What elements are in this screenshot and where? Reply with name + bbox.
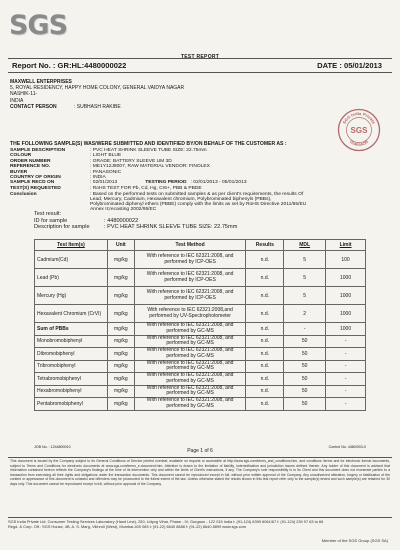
field-value: : PVC HEAT SHRINK SLEEVE TUBE SIZE: 22.75mm — [90, 148, 207, 153]
cell-limit: - — [326, 348, 366, 361]
field-label: REFERENCE NO. — [10, 164, 51, 170]
cell-mdl: 5 — [284, 287, 326, 305]
tests-requested-row — [10, 186, 390, 191]
cell-mdl: 5 — [284, 251, 326, 269]
sgs-company-seal — [337, 108, 381, 152]
sample-id-label: ID for sample — [34, 217, 68, 224]
cell-item: Tetrabromobiphenyl — [35, 373, 108, 386]
cell-limit: 1000 — [326, 287, 366, 305]
cell-limit: - — [326, 335, 366, 348]
field-label: ORDER NUMBER — [10, 158, 51, 164]
cell-result: n.d. — [246, 373, 284, 386]
client-address-line1: 5, ROYAL RESIDENCY, HAPPY HOME COLONY, GENERAL VAIDYA NAGAR — [10, 85, 185, 92]
field-value: : PANASONIC — [90, 169, 122, 175]
tests-requested-label: TEST(S) REQUESTED — [10, 185, 61, 191]
field-value: : ME1Y12J8007, RAW MATERIAL VENDOR: FINOLEX — [90, 164, 210, 170]
field-label: COUNTRY OF ORIGIN — [10, 175, 61, 181]
col-header-limit: Limit — [326, 240, 366, 251]
cell-method: With reference to IEC 62321:2008, and performed by GC-MS — [134, 323, 246, 336]
conclusion-line: Lead, Mercury, Cadmium, Hexavalent chromium, Polybrominated biphenyls (PBBs), — [90, 196, 272, 202]
cell-result: n.d. — [246, 335, 284, 348]
seal-bottom-text: GURGAON — [348, 138, 370, 147]
col-header-test-item: Test Item(s) — [35, 240, 108, 251]
table-row — [35, 269, 366, 287]
table-row — [35, 323, 366, 336]
cell-mdl: 50 — [284, 348, 326, 361]
svg-text:GURGAON — [349, 139, 369, 147]
cell-item: Sum of PBBs — [35, 323, 108, 336]
sample-description-row — [34, 224, 364, 231]
test-result-block — [34, 211, 364, 231]
sample-description-label: Description for sample — [34, 224, 90, 231]
cell-unit: mg/kg — [107, 287, 134, 305]
cell-unit: mg/kg — [107, 269, 134, 287]
document-label: TEST REPORT — [180, 54, 220, 60]
col-header-unit: Unit — [107, 240, 134, 251]
testing-period-value: : 02/01/2013 - 05/01/2013 — [190, 180, 247, 186]
seal-top-text: SGS India Private — [341, 110, 377, 125]
cell-method: With reference to IEC 62321:2008, and performed by GC-MS — [134, 360, 246, 373]
results-table — [34, 239, 366, 411]
cell-limit: - — [326, 373, 366, 386]
cell-method: With reference to IEC 62321:2008, and performed by GC-MS — [134, 348, 246, 361]
table-row — [35, 348, 366, 361]
cell-method: With reference to IEC 62321:2008, and performed by ICP-OES — [134, 251, 246, 269]
cell-unit: mg/kg — [107, 251, 134, 269]
contact-person-row — [10, 104, 184, 110]
cell-method: With reference to IEC 62321:2008, and performed by ICP-OES — [134, 287, 246, 305]
registered-office-line: Regd. & Corp. Off.: SGS House, 4B, A. S. Marg, Vikhroli (West), Mumbai-400 083 t: (91-22) 6640 8888 f: (91-22) 6640 8899 www.sgs.com — [8, 524, 247, 530]
header-rule-bottom — [8, 72, 392, 73]
cell-item: Mercury (Hg) — [35, 287, 108, 305]
cell-item: Dibromobiphenyl — [35, 348, 108, 361]
field-label: SAMPLE DESCRIPTION — [10, 148, 66, 153]
conclusion-line: Polybrominated diphenyl ethers (PBBE) comply with the limits as set by RoHS Directive 2011/65/EU — [90, 202, 307, 208]
job-number: JOB No. : 1244800010 — [34, 445, 71, 449]
conclusion-label: Conclusion — [10, 191, 37, 197]
test-result-heading: Test result: — [34, 211, 62, 217]
table-row — [35, 335, 366, 348]
cell-limit: - — [326, 385, 366, 398]
cell-item: Hexabromobiphenyl — [35, 385, 108, 398]
field-value: : INDIA — [90, 175, 106, 181]
conclusion-text — [90, 192, 390, 213]
cell-unit: mg/kg — [107, 385, 134, 398]
cell-limit: 1000 — [326, 269, 366, 287]
report-number: Report No. : GR:HL:4480000022 — [12, 60, 127, 70]
client-address-block — [10, 79, 184, 110]
table-row — [35, 398, 366, 411]
cell-unit: mg/kg — [107, 305, 134, 323]
results-header-row — [35, 240, 366, 251]
cell-method: With reference to IEC 62321:2008, and performed by GC-MS — [134, 335, 246, 348]
contact-person-value: : SUBHASH RAKIBE — [74, 103, 121, 110]
cell-item: Monobromobiphenyl — [35, 335, 108, 348]
field-label: BUYER — [10, 169, 28, 175]
cell-result: n.d. — [246, 348, 284, 361]
col-header-results: Results — [246, 240, 284, 251]
field-value: : LIGHT BLUE — [90, 153, 122, 159]
contact-person-label: CONTACT PERSON — [10, 103, 57, 110]
cell-limit: 1000 — [326, 323, 366, 336]
cell-unit: mg/kg — [107, 373, 134, 386]
cell-method: With reference to IEC 62321:2008, and performed by GC-MS — [134, 398, 246, 411]
field-value: : GRADE: BATTERY SLEEVE UM 3D — [90, 158, 172, 164]
cell-item: Hexavalent Chromium (CrVI) — [35, 305, 108, 323]
cell-mdl: 50 — [284, 398, 326, 411]
cell-limit: - — [326, 360, 366, 373]
terms-fine-print: This document is issued by the Company subject to its General Conditions of Service printed overleaf, available on request or accessible at http://www.sgs.com/terms_and_conditions.htm, and conditions /terms and for electronic format documents, subject to Terms and Conditions for electronic documents at www.sgs.com/terms_e-document.htm. Attention is drawn to the limitation of liability, indemnification and jurisdiction issues defined therein. Any holder of this document is advised that information contained hereon reflects the Company's findings at the time of its intervention only and within the limits of Client's instructions, if any. The Company's sole responsibility is to its Client and this document does not exonerate parties to a transaction from exercising all their rights and obligations under the transaction documents. This document cannot be reproduced except in full, without prior written approval of the Company. Any unauthorized alteration, forgery or falsification of the content or appearance of this document is unlawful and offenders may be prosecuted to the fullest extent of the law. Unless otherwise stated the results shown in this test report refer only to the sample(s) tested and such sample(s) are retained for 30 days only. This document cannot be reproduced except in full, without prior approval of the Company. — [10, 459, 390, 486]
client-address-line2: NASHIK-11- — [10, 91, 38, 98]
sgs-group-membership: Member of the SGS Group (SGS SA) — [321, 538, 388, 543]
table-row — [35, 287, 366, 305]
conclusion-line: Annex II;recasting 2002/95/EC — [90, 207, 157, 213]
client-country: INDIA — [10, 97, 24, 104]
cell-limit: 100 — [326, 251, 366, 269]
cell-result: n.d. — [246, 287, 284, 305]
cell-unit: mg/kg — [107, 323, 134, 336]
sample-received-value: : 02/01/2013 — [90, 180, 118, 186]
cell-method: With reference to IEC 62321:2008,and performed by UV-Spectrophotometer — [134, 305, 246, 323]
cell-limit: 1000 — [326, 305, 366, 323]
cell-unit: mg/kg — [107, 398, 134, 411]
cell-mdl: 50 — [284, 385, 326, 398]
cell-result: n.d. — [246, 251, 284, 269]
testing-period-label: TESTING PERIOD — [145, 180, 187, 186]
cell-result: n.d. — [246, 323, 284, 336]
cell-method: With reference to IEC 62321:2008, and performed by GC-MS — [134, 373, 246, 386]
table-row — [35, 373, 366, 386]
company-address-bar — [8, 519, 392, 530]
sgs-logo — [8, 6, 68, 44]
bottom-rule — [8, 517, 392, 518]
footer-rule — [8, 457, 392, 458]
sample-intro-heading: THE FOLLOWING SAMPLE(S) WAS/WERE SUBMITTED AND IDENTIFIED BY/ON BEHALF OF THE CUSTOMER AS : — [10, 141, 287, 147]
conclusion-row — [10, 192, 390, 213]
cell-mdl: 50 — [284, 335, 326, 348]
table-row — [35, 385, 366, 398]
field-label: COLOUR — [10, 153, 32, 159]
cell-limit: - — [326, 398, 366, 411]
cell-mdl: 50 — [284, 360, 326, 373]
table-row — [35, 251, 366, 269]
cell-result: n.d. — [246, 360, 284, 373]
seal-center-text: SGS — [350, 126, 368, 135]
cell-item: Cadmium(Cd) — [35, 251, 108, 269]
control-number: Control No. 4480/003-0 — [328, 445, 366, 449]
report-date: DATE : 05/01/2013 — [317, 60, 382, 70]
cell-result: n.d. — [246, 269, 284, 287]
cell-item: Tribromobiphenyl — [35, 360, 108, 373]
cell-unit: mg/kg — [107, 348, 134, 361]
cell-result: n.d. — [246, 385, 284, 398]
cell-result: n.d. — [246, 305, 284, 323]
cell-method: With reference to IEC 62321:2008, and performed by ICP-OES — [134, 269, 246, 287]
tests-requested-value: : RoHS TEST FOR Pb, Cd, Hg, Cr6+, PBB & PBDE — [90, 185, 202, 191]
cell-mdl: 2 — [284, 305, 326, 323]
cell-result: n.d. — [246, 398, 284, 411]
table-row — [35, 360, 366, 373]
cell-mdl: 50 — [284, 373, 326, 386]
col-header-test-method: Test Method — [134, 240, 246, 251]
sample-id-value: : 4480000022 — [104, 217, 139, 224]
col-header-mdl: MDL — [284, 240, 326, 251]
cell-method: With reference to IEC 62321:2008, and performed by GC-MS — [134, 385, 246, 398]
conclusion-line: : Based on the performed tests on submitted samples & as per client's requirements, the results Of — [90, 191, 304, 197]
cell-mdl: - — [284, 323, 326, 336]
sample-received-label: SAMPLE RECD ON — [10, 180, 55, 186]
page-number: Page 1 of 6 — [187, 448, 213, 454]
cell-item: Pentabromobiphenyl — [35, 398, 108, 411]
sample-description-value: : PVC HEAT SHRINK SLEEVE TUBE SIZE: 22.75mm — [104, 224, 238, 231]
cell-unit: mg/kg — [107, 360, 134, 373]
cell-unit: mg/kg — [107, 335, 134, 348]
sample-id-row — [34, 218, 364, 225]
cell-item: Lead (Pb) — [35, 269, 108, 287]
cell-mdl: 5 — [284, 269, 326, 287]
sample-fields — [10, 148, 390, 213]
client-name: MAXWELL ENTERPRISES — [10, 79, 72, 85]
company-address-line: SGS India Private Ltd. Consumer Testing Services Laboratory (Hand Line), 250, Udyog Vihar, Phase - IV, Gurgaon - 122 015 India t: (91-124) 6399 6061/67 f: (91-124) 239 97 63 to 66 — [8, 519, 324, 524]
report-number-row — [10, 59, 390, 71]
sgs-logo-text: SGS — [8, 9, 68, 41]
table-row — [35, 305, 366, 323]
